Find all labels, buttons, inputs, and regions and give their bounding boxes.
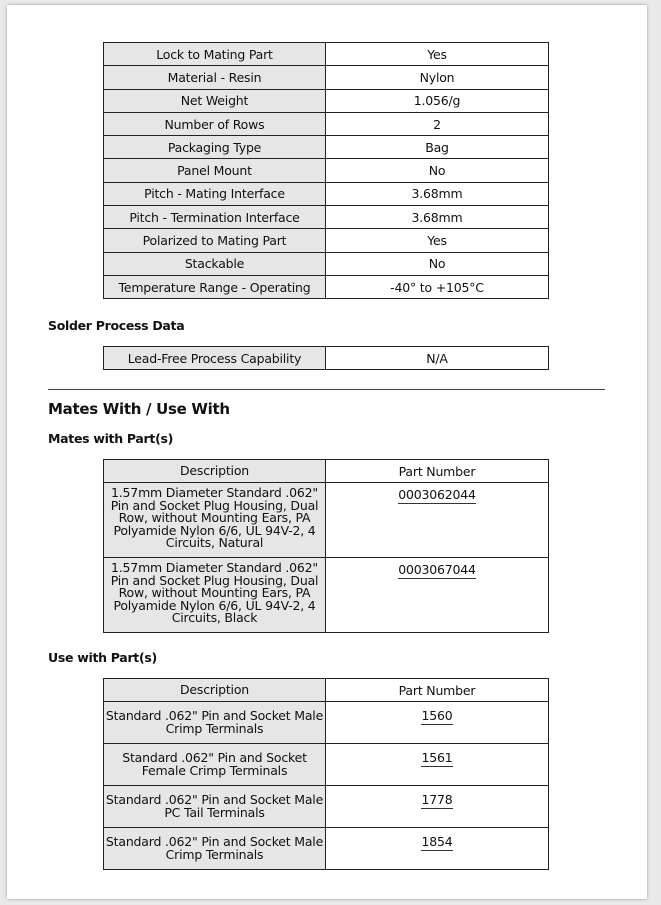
spec-label: Packaging Type xyxy=(104,136,326,159)
spec-value: Yes xyxy=(326,229,549,252)
spec-label: Lead-Free Process Capability xyxy=(104,347,326,370)
part-number-cell xyxy=(326,744,549,786)
table-row xyxy=(104,206,549,229)
spec-label: Temperature Range - Operating xyxy=(104,275,326,298)
part-description: 1.57mm Diameter Standard .062" Pin and Socket Plug Housing, Dual Row, without Mounting Ears, PA Polyamide Nylon 6/6, UL 94V-2, 4 Circuits, Natural xyxy=(104,483,326,558)
part-number-cell xyxy=(326,558,549,633)
table-row xyxy=(104,66,549,89)
part-number-link[interactable]: 1854 xyxy=(421,834,453,849)
column-header-part-number: Part Number xyxy=(326,460,549,483)
part-description: Standard .062" Pin and Socket Male PC Tail Terminals xyxy=(104,786,326,828)
part-description: Standard .062" Pin and Socket Male Crimp Terminals xyxy=(104,828,326,870)
document-page xyxy=(7,5,647,899)
table-header-row xyxy=(104,460,549,483)
part-number-cell xyxy=(326,702,549,744)
spec-value: 3.68mm xyxy=(326,182,549,205)
specifications-table xyxy=(103,42,549,299)
table-header-row xyxy=(104,679,549,702)
mates-with-heading: Mates With / Use With xyxy=(48,400,230,418)
section-divider xyxy=(48,389,605,390)
table-row xyxy=(104,744,549,786)
spec-label: Polarized to Mating Part xyxy=(104,229,326,252)
part-number-link[interactable]: 0003067044 xyxy=(398,562,476,577)
part-description: Standard .062" Pin and Socket Female Crimp Terminals xyxy=(104,744,326,786)
table-row xyxy=(104,229,549,252)
mates-with-parts-heading: Mates with Part(s) xyxy=(48,431,174,446)
use-with-parts-heading: Use with Part(s) xyxy=(48,650,157,665)
spec-label: Panel Mount xyxy=(104,159,326,182)
spec-value: Bag xyxy=(326,136,549,159)
table-row xyxy=(104,252,549,275)
table-row xyxy=(104,159,549,182)
spec-value: N/A xyxy=(326,347,549,370)
specifications-table-body xyxy=(104,43,549,299)
table-row xyxy=(104,182,549,205)
spec-value: -40° to +105°C xyxy=(326,275,549,298)
spec-label: Pitch - Mating Interface xyxy=(104,182,326,205)
mates-with-table-body xyxy=(104,483,549,633)
part-number-cell xyxy=(326,786,549,828)
table-row xyxy=(104,275,549,298)
table-row xyxy=(104,483,549,558)
table-row xyxy=(104,828,549,870)
part-number-link[interactable]: 0003062044 xyxy=(398,487,476,502)
table-row xyxy=(104,43,549,66)
table-row xyxy=(104,89,549,112)
spec-label: Net Weight xyxy=(104,89,326,112)
spec-label: Lock to Mating Part xyxy=(104,43,326,66)
table-row xyxy=(104,558,549,633)
spec-label: Material - Resin xyxy=(104,66,326,89)
part-description: 1.57mm Diameter Standard .062" Pin and Socket Plug Housing, Dual Row, without Mounting Ears, PA Polyamide Nylon 6/6, UL 94V-2, 4 Circuits, Black xyxy=(104,558,326,633)
part-number-link[interactable]: 1560 xyxy=(421,708,453,723)
use-with-table-body xyxy=(104,702,549,870)
solder-process-heading: Solder Process Data xyxy=(48,318,185,333)
spec-value: No xyxy=(326,252,549,275)
solder-process-table xyxy=(103,346,549,370)
table-row xyxy=(104,347,549,370)
part-number-link[interactable]: 1778 xyxy=(421,792,453,807)
column-header-description: Description xyxy=(104,679,326,702)
spec-value: 3.68mm xyxy=(326,206,549,229)
mates-with-table xyxy=(103,459,549,633)
part-number-cell xyxy=(326,828,549,870)
table-row xyxy=(104,112,549,135)
table-row xyxy=(104,702,549,744)
spec-value: No xyxy=(326,159,549,182)
spec-value: 2 xyxy=(326,112,549,135)
part-number-link[interactable]: 1561 xyxy=(421,750,453,765)
spec-value: Yes xyxy=(326,43,549,66)
spec-label: Pitch - Termination Interface xyxy=(104,206,326,229)
spec-value: Nylon xyxy=(326,66,549,89)
spec-label: Number of Rows xyxy=(104,112,326,135)
part-number-cell xyxy=(326,483,549,558)
spec-value: 1.056/g xyxy=(326,89,549,112)
part-description: Standard .062" Pin and Socket Male Crimp Terminals xyxy=(104,702,326,744)
table-row xyxy=(104,786,549,828)
table-row xyxy=(104,136,549,159)
column-header-part-number: Part Number xyxy=(326,679,549,702)
spec-label: Stackable xyxy=(104,252,326,275)
column-header-description: Description xyxy=(104,460,326,483)
use-with-table xyxy=(103,678,549,870)
